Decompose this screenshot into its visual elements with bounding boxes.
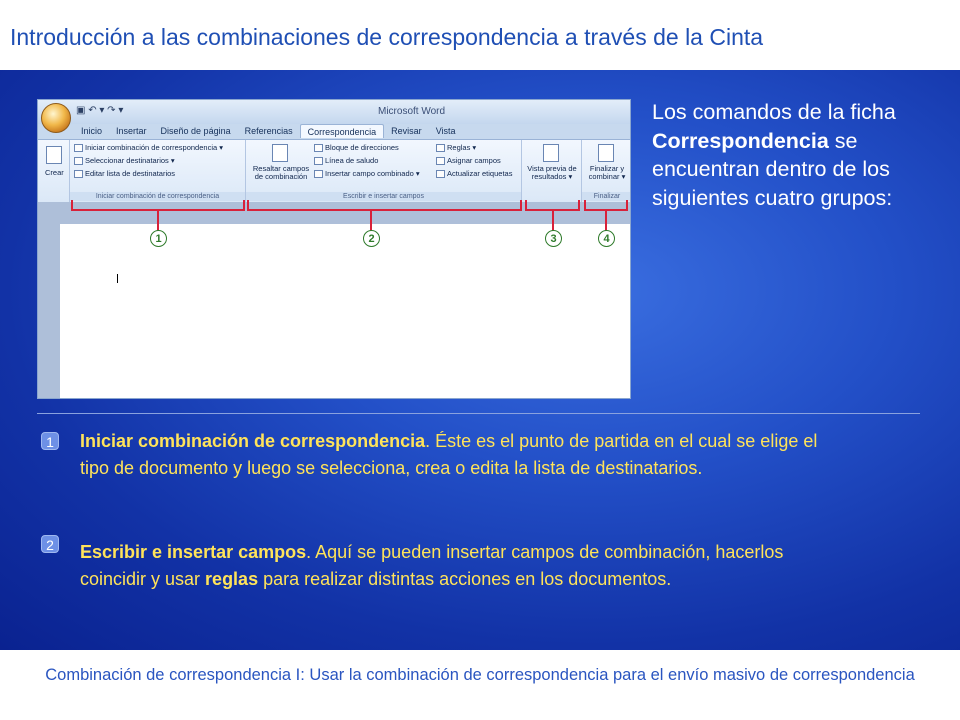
text-cursor [117,274,118,283]
window-titlebar [38,100,631,124]
callout-3: 3 [545,230,562,247]
iniciar-combinacion-button[interactable]: Iniciar combinación de correspondencia ▾ [74,143,223,152]
bracket-finalizar [584,200,628,211]
highlight-fields-icon [272,144,288,162]
quick-access-toolbar[interactable]: ▣ ↶ ▾ ↷ ▾ [76,105,124,116]
reglas-button[interactable]: Reglas ▾ [436,143,476,152]
greeting-line-icon [314,157,323,165]
asignar-campos-button[interactable]: Asignar campos [436,156,501,165]
bracket-line-3 [552,211,554,231]
slide-title: Introducción a las combinaciones de correspondencia a través de la Cinta [10,24,764,50]
tab-referencias[interactable]: Referencias [244,126,293,136]
actualizar-etiquetas-button[interactable]: Actualizar etiquetas [436,169,512,178]
footer-text: Combinación de correspondencia I: Usar la combinación de correspondencia para el envío masivo de correspondencia [45,666,915,684]
group-label-escribir: Escribir e insertar campos [246,192,521,201]
item-number-2: 2 [41,535,59,553]
bracket-line-2 [370,211,372,231]
intro-bold: Correspondencia [652,128,829,153]
tab-insertar[interactable]: Insertar [116,126,147,136]
tab-correspondencia[interactable]: Correspondencia [300,124,385,138]
recipients-icon [74,157,83,165]
item-escribir: Escribir e insertar campos. Aquí se pueden insertar campos de combinación, hacerlos coincidir y usar reglas para realizar distintas acciones en los documentos. [80,542,784,589]
seleccionar-destinatarios-button[interactable]: Seleccionar destinatarios ▾ [74,156,175,165]
group-label-finalizar: Finalizar [582,192,631,201]
envelope-icon[interactable] [46,146,62,164]
match-fields-icon [436,157,445,165]
group-label-iniciar: Iniciar combinación de correspondencia [70,192,245,201]
group-vista-previa [522,140,582,202]
update-labels-icon [436,170,445,178]
edit-list-icon [74,170,83,178]
office-button-icon[interactable] [41,103,71,133]
divider [37,413,920,414]
group-finalizar [582,140,631,202]
merge-field-icon [314,170,323,178]
group-crear [38,140,70,202]
intro-text: Los comandos de la ficha Correspondencia se encuentran dentro de los siguientes cuatro grupos: [652,100,896,210]
insertar-campo-button[interactable]: Insertar campo combinado ▾ [314,169,420,178]
vista-previa-button[interactable]: Vista previa de resultados ▾ [527,164,577,181]
tab-inicio[interactable]: Inicio [81,126,103,136]
bracket-iniciar [71,200,245,211]
ribbon [38,139,631,203]
crear-button[interactable]: Crear [45,168,64,177]
rules-icon [436,144,445,152]
group-iniciar [70,140,246,202]
callout-1: 1 [150,230,167,247]
linea-saludo-button[interactable]: Línea de saludo [314,156,378,165]
address-block-icon [314,144,323,152]
item-iniciar: Iniciar combinación de correspondencia. Éste es el punto de partida en el cual se elige el tipo de documento y luego se selecciona, crea o edita la lista de destinatarios. [80,431,818,478]
window-title: Microsoft Word [378,106,446,117]
group-escribir [246,140,522,202]
bracket-vista [525,200,580,211]
item-number-1: 1 [41,432,59,450]
abc-preview-icon [543,144,559,162]
word-screenshot [37,99,631,399]
ribbon-tabs [74,124,463,138]
bracket-escribir [247,200,522,211]
document-icon [74,144,83,152]
bracket-line-4 [605,211,607,231]
tab-revisar[interactable]: Revisar [391,126,422,136]
document-page[interactable] [60,224,631,399]
callout-4: 4 [598,230,615,247]
finalizar-combinar-button[interactable]: Finalizar y combinar ▾ [588,164,626,181]
tab-diseno-pagina[interactable]: Diseño de página [160,126,231,136]
document-area [38,202,631,399]
callout-2: 2 [363,230,380,247]
finish-merge-icon [598,144,614,162]
editar-lista-button[interactable]: Editar lista de destinatarios [74,169,175,178]
resaltar-campos-button[interactable]: Resaltar campos de combinación [252,164,310,181]
bloque-direcciones-button[interactable]: Bloque de direcciones [314,143,399,152]
bracket-line-1 [157,211,159,231]
tab-vista[interactable]: Vista [435,126,456,136]
